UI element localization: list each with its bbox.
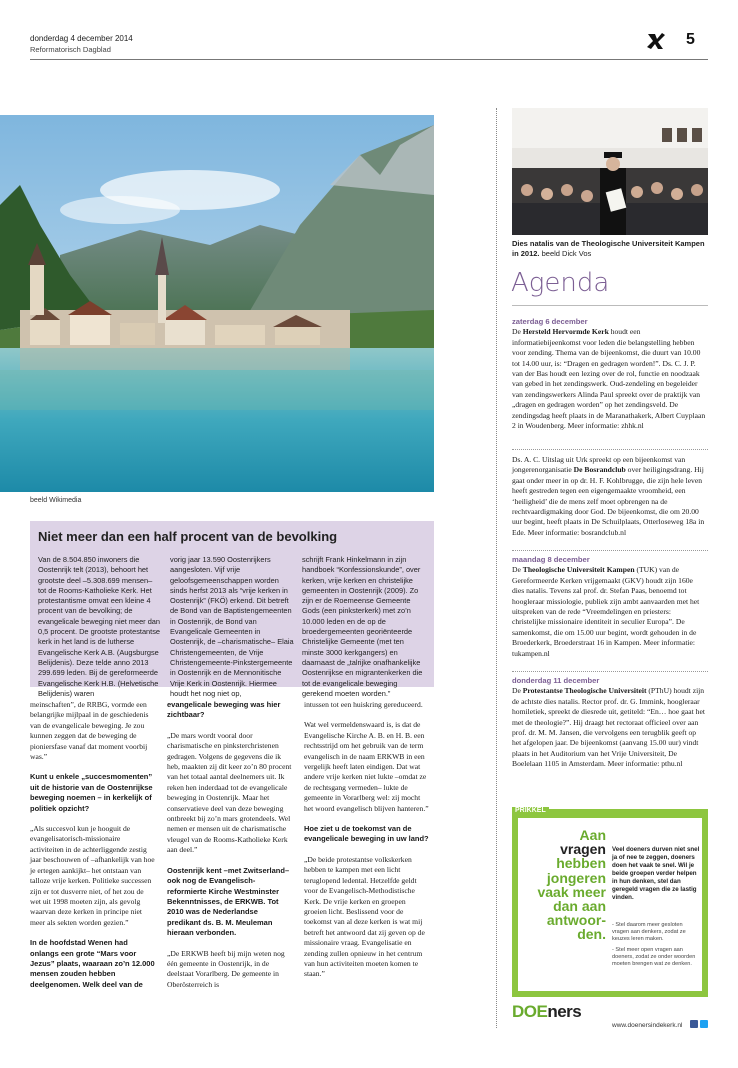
agenda-item [512,676,706,770]
brand-part: ners [547,1002,582,1021]
agenda-text: (PThU) houdt zijn de achtste dies natalis. Rector prof. dr. G. Immink, hoogleraar homiletiek, spreekt de diesrede uit, getiteld: “En… hoe gaat het met de theologie?”. Hij draagt het rectoraat officieel over aan prof. dr. M. M. Jansen, die vervolgens een terugblik geeft op het afgelopen jaar. De bijeenkomst (aanvang 15.00 uur) vindt plaats in het Auditorium van het Vrije Universiteit, De Boelelaan 1105 in Amsterdam. Meer informatie: pthu.nl [512,686,705,769]
twitter-icon[interactable] [700,1020,708,1028]
agenda-item [512,317,706,431]
caption-credit: beeld Dick Vos [541,249,592,258]
article-paragraph: meinschaften”, de RRBG, vormde een belangrijke mijlpaal in de geschiedenis van de evangelicale beweging. Je zou kunnen zeggen dat de beweging de pioniersfase vanaf dat moment voorbij was.” [30,700,149,762]
brand-part: DOE [512,1002,548,1021]
agenda-text: over heiligingsdrang. Hij gaat onder meer in op dr. H. F. Kohlbrugge, die zijn hele leven heeft gestreden tegen een eigengemaakte vroomheid, een ‘heiligheid’ die de mens zelf moet opbrengen na de rechtvaardigmaking door God. De bijeenkomst, die om 20.00 uur begint, heeft plaats in De Schuilplaats, Otterloseweg 18a in Ede. Meer informatie: bosrandclub.nl [512,465,705,537]
prikkel-tag: PRIKKEL [512,807,549,814]
article-paragraph: „De mars wordt vooral door charismatische en pinksterchristenen gedragen. Volgens de gegevens die ik heb, maakten zij dit keer zo’n 80 procent van het totaal aantal deelnemers uit. Ik reken hen inderdaad tot de evangelicale beweging in Oostenrijk. Maar het conservatieve deel van deze beweging ontbreekt bij zo’n mars grotendeels. Wel nemen er mensen uit de charismatische vleugel van de Rooms-Katholieke Kerk aan deel.” [167,730,292,855]
column-divider [496,108,497,1028]
agenda-organization: De Bosrandclub [573,465,626,475]
agenda-divider [512,305,708,306]
interview-question: In de hoofdstad Wenen had onlangs een grote “Mars voor Jezus” plaats, waaraan zo’n 12.000 mensen zouden hebben deelgenomen. Welk deel van de [30,938,155,989]
doeners-url[interactable]: www.doenersindekerk.nl [612,1022,683,1029]
agenda-item [512,555,706,659]
prikkel-headline-line: dan aan [553,898,606,915]
agenda-organization: Theologische Universiteit Kampen [522,565,635,575]
interview-question: evangelicale beweging was hier zichtbaar? [167,700,281,720]
newspaper-logo-icon [646,31,666,51]
agenda-text: De [512,327,523,337]
agenda-separator [512,671,708,672]
interview-question: Kunt u enkele „succesmomenten” uit de historie van de Oostenrijkse beweging noemen – in kerkelijk of politiek opzicht? [30,772,153,813]
agenda-separator [512,550,708,551]
agenda-item [512,455,706,538]
article-paragraph: „Als succesvol kun je hooguit de evangelisatorisch-missionaire activiteiten in de achterliggende zestig jaar beschouwen of –afhankelijk van hoe je ertegen aankijkt– het ontstaan van talloze vrije kerken. Politieke successen zijn er tot dusverre niet, of het zou de wet uit 1998 moeten zijn, als gevolg waarvan deze kerken in principe niet meer als sekten worden gezien.” [30,824,155,927]
article-column-3 [304,700,429,990]
agenda-day: maandag 8 december [512,555,590,564]
caption-text: Dies natalis van de Theologische Universiteit Kampen in 2012. [512,239,705,258]
prikkel-headline-line: antwoor- [546,912,606,929]
header-divider [30,59,708,60]
agenda-separator [512,449,708,450]
interview-question: Oostenrijk kent –met Zwitserland– ook nog de Evangelisch-reformierte Kirche Westminster Bekenntnisses, de ERKWB. Tot 2010 was de Nederlandse predikant ds. B. M. Meuleman hieraan verbonden. [167,865,290,938]
info-box-text: Van de 8.504.850 inwoners die Oostenrijk telt (2013), behoort het grootste deel –5.308.699 mensen– tot de Rooms-Katholieke Kerk. Het protestantisme omvat een kleine 4 procent van de bevolking; de evangelicale beweging niet meer dan 0,5 procent. De grootste protestantse kerk in het land is de lutherse Evangelische Kerk A.B. (Augsburgse Belijdenis). Deze telde anno 2013 299.699 leden. Bij de gereformeerde Evangelische Kerk H.B. (Helvetische Belijdenis) waren [38,555,161,698]
article-column-1 [30,700,155,1000]
doeners-logo [512,1002,581,1022]
info-box-column-3 [302,555,426,699]
article-paragraph: Wat wel vermeldenswaard is, is dat de Evangelische Kirche A. B. en H. B. een rechtsstrijd om het gebruik van de term evangelisch in de naam ERKWB in een vergelijk heeft laten eindigen. Dat wat andere vrije kerken niet lukte –omdat ze de rechtsgang vermeden– lukte de gemeente in Vorarlberg wel: zij mocht het woord evangelisch blijven hanteren.” [304,720,429,813]
prikkel-headline-line: Aan [579,827,606,843]
article-paragraph: „De ERKWB heeft bij mijn weten nog één gemeente in Oostenrijk, in de deelstaat Vorarlberg. De gemeente in Oberösterreich is [167,948,285,989]
prikkel-headline [526,828,606,942]
prikkel-tip: - Stel meer open vragen aan doeners, zodat ze onder woorden moeten brengen wat ze denken. [612,946,696,968]
hallstatt-lake-photo [0,115,434,492]
agenda-text: (TUK) van de Gereformeerde Kerken vrijgemaakt (GKV) houdt zijn 160e dies natalis. Tevens zal prof. dr. Stefan Paas, benoemd tot hoogleraar missiologie, publiek zijn ambt aanvaarden met het uitspreken van de rede “Vreemdelingen en priesters: christelijke missionaire identiteit in seculier Europa”. De samenkomst, die om 15.00 uur begint, wordt gehouden in de Broederkerk, Broederstraat 16 in Kampen. Meer informatie: tukampen.nl [512,565,700,658]
info-box-text: vorig jaar 13.590 Oostenrijkers aangesloten. Vijf vrije geloofsgemeenschappen worden sinds herfst 2013 als “vrije kerken in Oostenrijk” (FKÖ) erkend. Dit betreft de Bond van de Baptistengemeenten in Oostenrijk, de Bond van Evangelicale Gemeenten in Oostenrijk, de –charismatische– Elaia Christengemeenten, de Vrije Christengemeente-Pinkstergemeente in Oostenrijk en de Mennonitische Vrije Kerk in Oostenrijk. Hiermee houdt het nog niet op, [170,555,294,698]
interview-question: Hoe ziet u de toekomst van de evangelicale beweging in uw land? [304,824,429,844]
sidebar-photo-caption [512,239,708,259]
header-date: donderdag 4 december 2014 [30,34,133,43]
info-box-title: Niet meer dan een half procent van de bevolking [38,529,338,544]
photo-credit: beeld Wikimedia [30,497,82,504]
info-box-column-2 [170,555,294,699]
agenda-text: Ds. A. C. Uitslag uit Urk spreekt op een bijeenkomst van jongerenorganisatie [512,455,686,475]
agenda-text: houdt een informatiebijeenkomst voor leden die belangstelling hebben voor zending. Thema van de bijeenkomst, die duurt van 10.00 tot 14.00 uur, is: “Dragen en gedragen worden!”. Ds. C. J. P. van der Bas houdt een lezing over de rol, functie en noodzaak van gebed in het zendingswerk. Oud-zendeling en begeleider van zendingswerkers Alinda Paul spreekt over de praktijk van „dragen en gedragen worden” op het zendingsveld. De zendingsdag heeft plaats in de Maranathakerk, Albert Cuyplaan 2 in Woudenberg. Meer informatie: zhhk.nl [512,327,706,431]
prikkel-headline-line: vaak meer [537,883,606,900]
agenda-day: donderdag 11 december [512,676,600,685]
article-paragraph: „De beide protestantse volkskerken hebben te kampen met een licht teruglopend ledental. Hetzelfde geldt voor de Evangelisch-Methodistische Kerk. De vrije kerken en groepen groeien licht. Beslissend voor de toekomst van al deze kerken is wat mij betreft het antwoord dat zij geven op de missionaire vraag. Evangelisatie en zending zullen opnieuw in het centrum van hun activiteiten moeten komen te staan.” [304,854,425,979]
prikkel-body: Veel doeners durven niet snel ja of nee te zeggen, doeners doen het vaak te snel. Wil je beide groepen verder helpen in hun denken, stel dan geregeld vragen die ze lastig vinden. [612,846,700,901]
prikkel-headline-line: den. [577,926,606,943]
facebook-icon[interactable] [690,1020,698,1028]
prikkel-tip: - Stel daarom meer gesloten vragen aan denkers, zodat ze keuzes leren maken. [612,922,686,943]
page-number: 5 [686,31,695,48]
info-box-column-1 [38,555,162,699]
article-paragraph: intussen tot een huiskring gereduceerd. [304,700,423,709]
agenda-organization: Hersteld Hervormde Kerk [522,327,609,337]
prikkel-headline-line: hebben [556,855,606,872]
agenda-text: De [512,686,523,696]
prikkel-headline-line: vragen [560,841,606,858]
dies-natalis-photo [512,108,708,235]
article-column-2 [167,700,292,1000]
header-paper-name: Reformatorisch Dagblad [30,45,111,54]
info-box-text: schrijft Frank Hinkelmann in zijn handboek “Konfessionskunde”, over kerken, vrije kerken en christelijke gemeenten in Oostenrijk (2009). Zo zijn er de Roemeense Gemeente Gods (een pinksterkerk) met zo’n 10.000 leden en de op de broedergemeenten georiënteerde Christelijke Gemeente (met ten minste 3000 kerkgangers) en daarnaast de „talrijke onafhankelijke Oostenrijkse en migrantenkerken die tot de evangelicale beweging gerekend moeten worden.” [302,555,423,698]
prikkel-tips [612,922,700,971]
prikkel-headline-line: jongeren [546,869,606,886]
agenda-day: zaterdag 6 december [512,317,588,326]
agenda-text: De [512,565,523,575]
agenda-title: Agenda [511,268,610,298]
agenda-organization: Protestantse Theologische Universiteit [522,686,647,696]
